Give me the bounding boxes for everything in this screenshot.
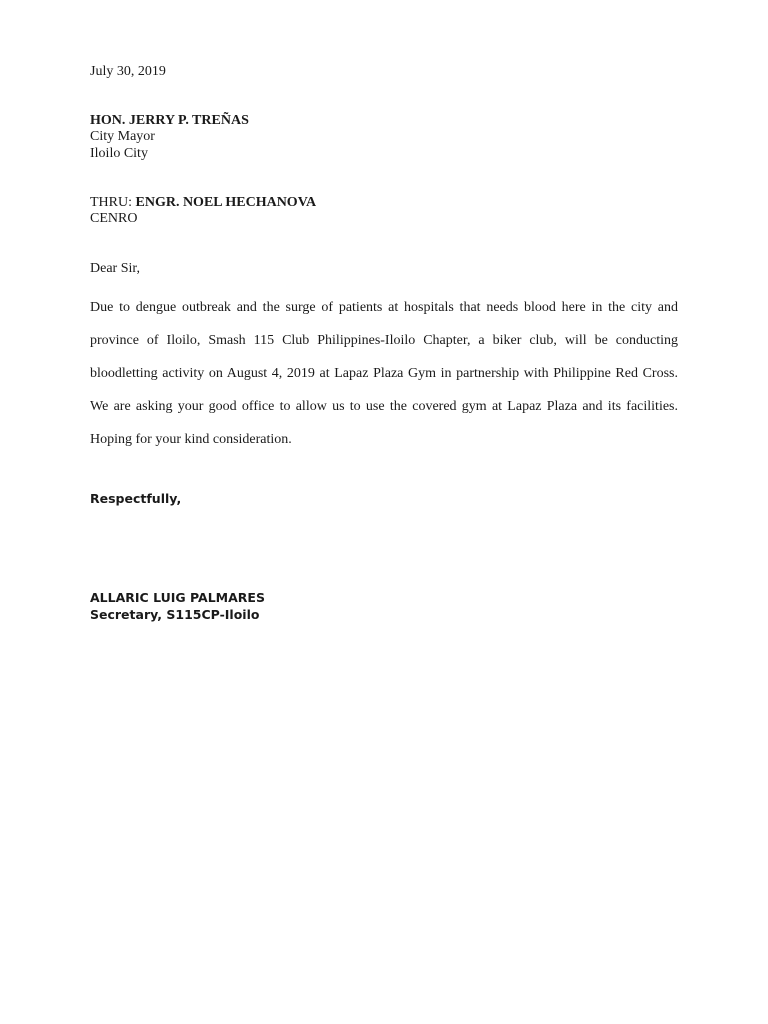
thru-office: CENRO — [90, 211, 138, 226]
recipient-location: Iloilo City — [90, 146, 148, 161]
signatory-name: ALLARIC LUIG PALMARES — [90, 590, 265, 605]
salutation: Dear Sir, — [90, 261, 140, 276]
thru-name: ENGR. NOEL HECHANOVA — [135, 195, 317, 210]
signatory-position: Secretary, S115CP-Iloilo — [90, 607, 260, 622]
thru-line — [90, 195, 316, 211]
closing: Respectfully, — [90, 491, 182, 506]
recipient-title: City Mayor — [90, 129, 155, 144]
recipient-name: HON. JERRY P. TREÑAS — [90, 113, 249, 128]
letter-date: July 30, 2019 — [90, 64, 166, 79]
thru-prefix: THRU: — [90, 195, 136, 210]
letter-body: Due to dengue outbreak and the surge of patients at hospitals that needs blood here in the city and province of Iloilo, Smash 115 Club Philippines-Iloilo Chapter, a biker club, will be conducting bloodletting activity on August 4, 2019 at Lapaz Plaza Gym in partnership with Philippine Red Cross. We are asking your good office to allow us to use the covered gym at Lapaz Plaza and its facilities. Hoping for your kind consideration. — [90, 300, 678, 447]
